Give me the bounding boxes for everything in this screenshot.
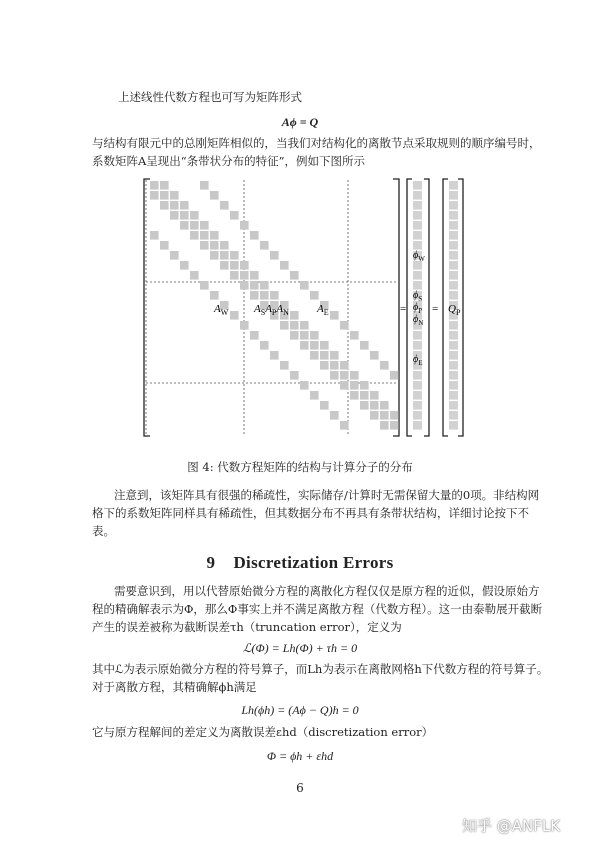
zhihu-watermark: 知乎 @ANFLK [462, 817, 561, 835]
vector-cell [413, 331, 422, 340]
matrix-cell [200, 221, 209, 230]
matrix-cell [360, 381, 369, 390]
matrix-bracket-right [393, 179, 399, 436]
vector-cell [449, 211, 458, 220]
matrix-cell [350, 391, 359, 400]
matrix-cell [240, 261, 249, 270]
section-title: Discretization Errors [233, 553, 394, 572]
matrix-cell [200, 241, 209, 250]
vector-cell [449, 271, 458, 280]
vector-cell [449, 181, 458, 190]
vector-cell [449, 331, 458, 340]
matrix-cell [290, 311, 299, 320]
matrix-cell [310, 391, 319, 400]
matrix-cell [290, 321, 299, 330]
matrix-cell [240, 321, 249, 330]
label-phi-east: $\phi_E$ [413, 354, 423, 367]
matrix-cell [310, 331, 319, 340]
matrix-cell [210, 251, 219, 260]
vector-cell [413, 191, 422, 200]
vector-cell [413, 391, 422, 400]
vector-cell [449, 231, 458, 240]
equation-truncation-error: ℒ(Φ) = Lh(Φ) + τh = 0 [242, 641, 358, 655]
vector-cell [449, 321, 458, 330]
matrix-cell [320, 341, 329, 350]
paragraph-1-line-2: 系数矩阵A呈现出“条带状分布的特征”，例如下图所示 [92, 154, 366, 168]
matrix-cell [220, 201, 229, 210]
matrix-cell [360, 391, 369, 400]
section-number: 9 [206, 553, 216, 572]
matrix-cell [190, 271, 199, 280]
matrix-cell [300, 281, 309, 290]
matrix-cell [300, 331, 309, 340]
matrix-cell [160, 191, 169, 200]
matrix-cell [230, 311, 239, 320]
vector-cell [413, 211, 422, 220]
page-number: 6 [296, 781, 304, 795]
matrix-cell [280, 321, 289, 330]
vector-cell [449, 411, 458, 420]
matrix-cell [290, 371, 299, 380]
matrix-cell [280, 261, 289, 270]
label-q-p: $Q_P$ [448, 303, 461, 317]
vector-cell [413, 231, 422, 240]
matrix-cell [270, 351, 279, 360]
vector-cell [413, 411, 422, 420]
matrix-cell [150, 191, 159, 200]
vector-cell [449, 381, 458, 390]
matrix-cell [250, 291, 259, 300]
paragraph-5: 它与原方程解间的差定义为离散误差εhd（discretization error） [92, 725, 434, 739]
paragraph-2-line-2: 格下的系数矩阵同样具有稀疏性，但其数据分布不再具有条带状结构，详细讨论按下不 [92, 506, 529, 520]
matrix-cell [340, 361, 349, 370]
matrix-cell [350, 331, 359, 340]
matrix-cell [390, 371, 399, 380]
matrix-cell [340, 371, 349, 380]
vector-cell [449, 281, 458, 290]
matrix-cell [230, 261, 239, 270]
matrix-cell [180, 211, 189, 220]
intro-line: 上述线性代数方程也可写为矩阵形式 [118, 90, 302, 104]
matrix-cell [380, 411, 389, 420]
matrix-cell [300, 341, 309, 350]
figure-caption: 图 4: 代数方程矩阵的结构与计算分子的分布 [187, 460, 413, 474]
paragraph-3-line-1: 需要意识到，用以代替原始微分方程的离散化方程仅仅是原方程的近似，假设原始方 [114, 584, 540, 598]
matrix-cell [150, 231, 159, 240]
matrix-cell [220, 251, 229, 260]
vector-cell [449, 391, 458, 400]
matrix-cell [340, 421, 349, 430]
matrix-cell [380, 401, 389, 410]
matrix-cell [360, 401, 369, 410]
paragraph-4-line-1: 其中ℒ为表示原始微分方程的符号算子，而Lh为表示在离散网格h下代数方程的符号算子。 [92, 662, 549, 676]
matrix-cell [330, 371, 339, 380]
paragraph-1-line-1: 与结构有限元中的总刚矩阵相似的，当我们对结构化的离散节点采取规则的顺序编号时， [92, 136, 541, 150]
matrix-cell [370, 391, 379, 400]
vector-cell [413, 271, 422, 280]
matrix-cell [210, 291, 219, 300]
matrix-cell [190, 231, 199, 240]
matrix-cell [180, 221, 189, 230]
matrix-cell [220, 241, 229, 250]
vector-cell [449, 201, 458, 210]
matrix-cell [260, 281, 269, 290]
label-phi-south: $\phi_S$ [413, 290, 423, 303]
matrix-cell [370, 351, 379, 360]
matrix-cell [290, 331, 299, 340]
vector-cell [413, 341, 422, 350]
label-a-west: $A_W$ [214, 303, 229, 317]
matrix-cell [190, 221, 199, 230]
vector-cell [449, 361, 458, 370]
matrix-cell [260, 341, 269, 350]
matrix-cell [160, 201, 169, 210]
matrix-cell [200, 281, 209, 290]
label-phi-north: $\phi_N$ [413, 314, 424, 327]
vector-cell [413, 241, 422, 250]
equation-matrix-form: Aϕ = Q [281, 115, 319, 129]
matrix-cell [390, 411, 399, 420]
label-phi-p: $\phi_P$ [413, 302, 423, 315]
matrix-cell [330, 361, 339, 370]
paragraph-4-line-2: 对于离散方程，其精确解ϕh满足 [92, 680, 257, 694]
matrix-cell [230, 251, 239, 260]
matrix-cell [320, 351, 329, 360]
paragraph-2-line-1: 注意到，该矩阵具有很强的稀疏性，实际储存/计算时无需保留大量的0项。非结构网 [114, 488, 540, 502]
matrix-cell [320, 401, 329, 410]
matrix-cell [260, 291, 269, 300]
vector-cell [449, 421, 458, 430]
matrix-cell [270, 291, 279, 300]
matrix-cell [200, 181, 209, 190]
matrix-cell [200, 231, 209, 240]
paragraph-3-line-2: 程的精确解表示为Φ，那么Φ事实上并不满足离散方程（代数方程）。这一由泰勒展开截断 [92, 602, 543, 616]
matrix-cell [300, 381, 309, 390]
matrix-cell [240, 281, 249, 290]
matrix-cell [190, 211, 199, 220]
matrix-cell [180, 261, 189, 270]
label-a-east: $A_E$ [317, 303, 329, 317]
matrix-cell [240, 221, 249, 230]
matrix-cell [170, 251, 179, 260]
matrix-cell [330, 411, 339, 420]
vector-cell [413, 281, 422, 290]
matrix-cell [240, 271, 249, 280]
matrix-cell [350, 371, 359, 380]
matrix-cell [210, 241, 219, 250]
vector-cell [449, 241, 458, 250]
matrix-cell [330, 311, 339, 320]
matrix-cell [310, 341, 319, 350]
section-heading [0, 553, 600, 573]
equals-sign-right: = [432, 303, 439, 315]
vector-cell [449, 291, 458, 300]
vector-cell [449, 341, 458, 350]
matrix-cell [310, 291, 319, 300]
matrix-cell [380, 421, 389, 430]
matrix-cell [160, 181, 169, 190]
vector-cell [413, 221, 422, 230]
matrix-cell [250, 231, 259, 240]
matrix-structure-figure [0, 170, 600, 470]
matrix-cell [160, 241, 169, 250]
matrix-cell [210, 191, 219, 200]
matrix-cell [170, 191, 179, 200]
matrix-bracket-left [144, 179, 150, 436]
matrix-cell [250, 331, 259, 340]
vector-cell [413, 371, 422, 380]
matrix-cell [250, 271, 259, 280]
matrix-cell [320, 361, 329, 370]
vector-cell [413, 401, 422, 410]
equals-sign-left: = [400, 303, 407, 315]
matrix-cell [390, 421, 399, 430]
matrix-cell [230, 271, 239, 280]
vector-cell [449, 221, 458, 230]
vector-cell [413, 421, 422, 430]
matrix-cell [220, 261, 229, 270]
matrix-cell [210, 231, 219, 240]
label-phi-west: $\phi_W$ [413, 250, 425, 263]
vector-cell [449, 351, 458, 360]
matrix-cell [270, 251, 279, 260]
vector-cell [449, 401, 458, 410]
matrix-cell [260, 241, 269, 250]
matrix-cell [170, 211, 179, 220]
matrix-cell [300, 321, 309, 330]
matrix-cell [340, 381, 349, 390]
vector-cell [449, 191, 458, 200]
matrix-cell [310, 351, 319, 360]
equation-discretization-error: Φ = ϕh + εhd [266, 749, 334, 763]
matrix-nonzero-cells [150, 181, 399, 430]
paragraph-2-line-3: 表。 [92, 524, 115, 538]
matrix-cell [170, 201, 179, 210]
vector-cell [413, 181, 422, 190]
matrix-cell [280, 361, 289, 370]
matrix-cell [370, 401, 379, 410]
matrix-cell [180, 201, 189, 210]
matrix-cell [350, 381, 359, 390]
matrix-cell [250, 281, 259, 290]
matrix-cell [290, 271, 299, 280]
equation-exact-discrete: Lh(ϕh) = (Aϕ − Q)h = 0 [241, 703, 359, 717]
vector-cell [413, 381, 422, 390]
paragraph-3-line-3: 产生的误差被称为截断误差τh（truncation error），定义为 [92, 620, 402, 634]
matrix-cell [150, 181, 159, 190]
vector-cell [449, 251, 458, 260]
matrix-cell [340, 321, 349, 330]
matrix-cell [230, 211, 239, 220]
matrix-cell [370, 411, 379, 420]
label-a-south-p-north: $A_SA_PA_N$ [254, 303, 289, 317]
matrix-cell [360, 341, 369, 350]
matrix-cell [330, 351, 339, 360]
vector-cell [449, 371, 458, 380]
vector-cell [413, 201, 422, 210]
matrix-cell [380, 361, 389, 370]
vector-cell [449, 261, 458, 270]
